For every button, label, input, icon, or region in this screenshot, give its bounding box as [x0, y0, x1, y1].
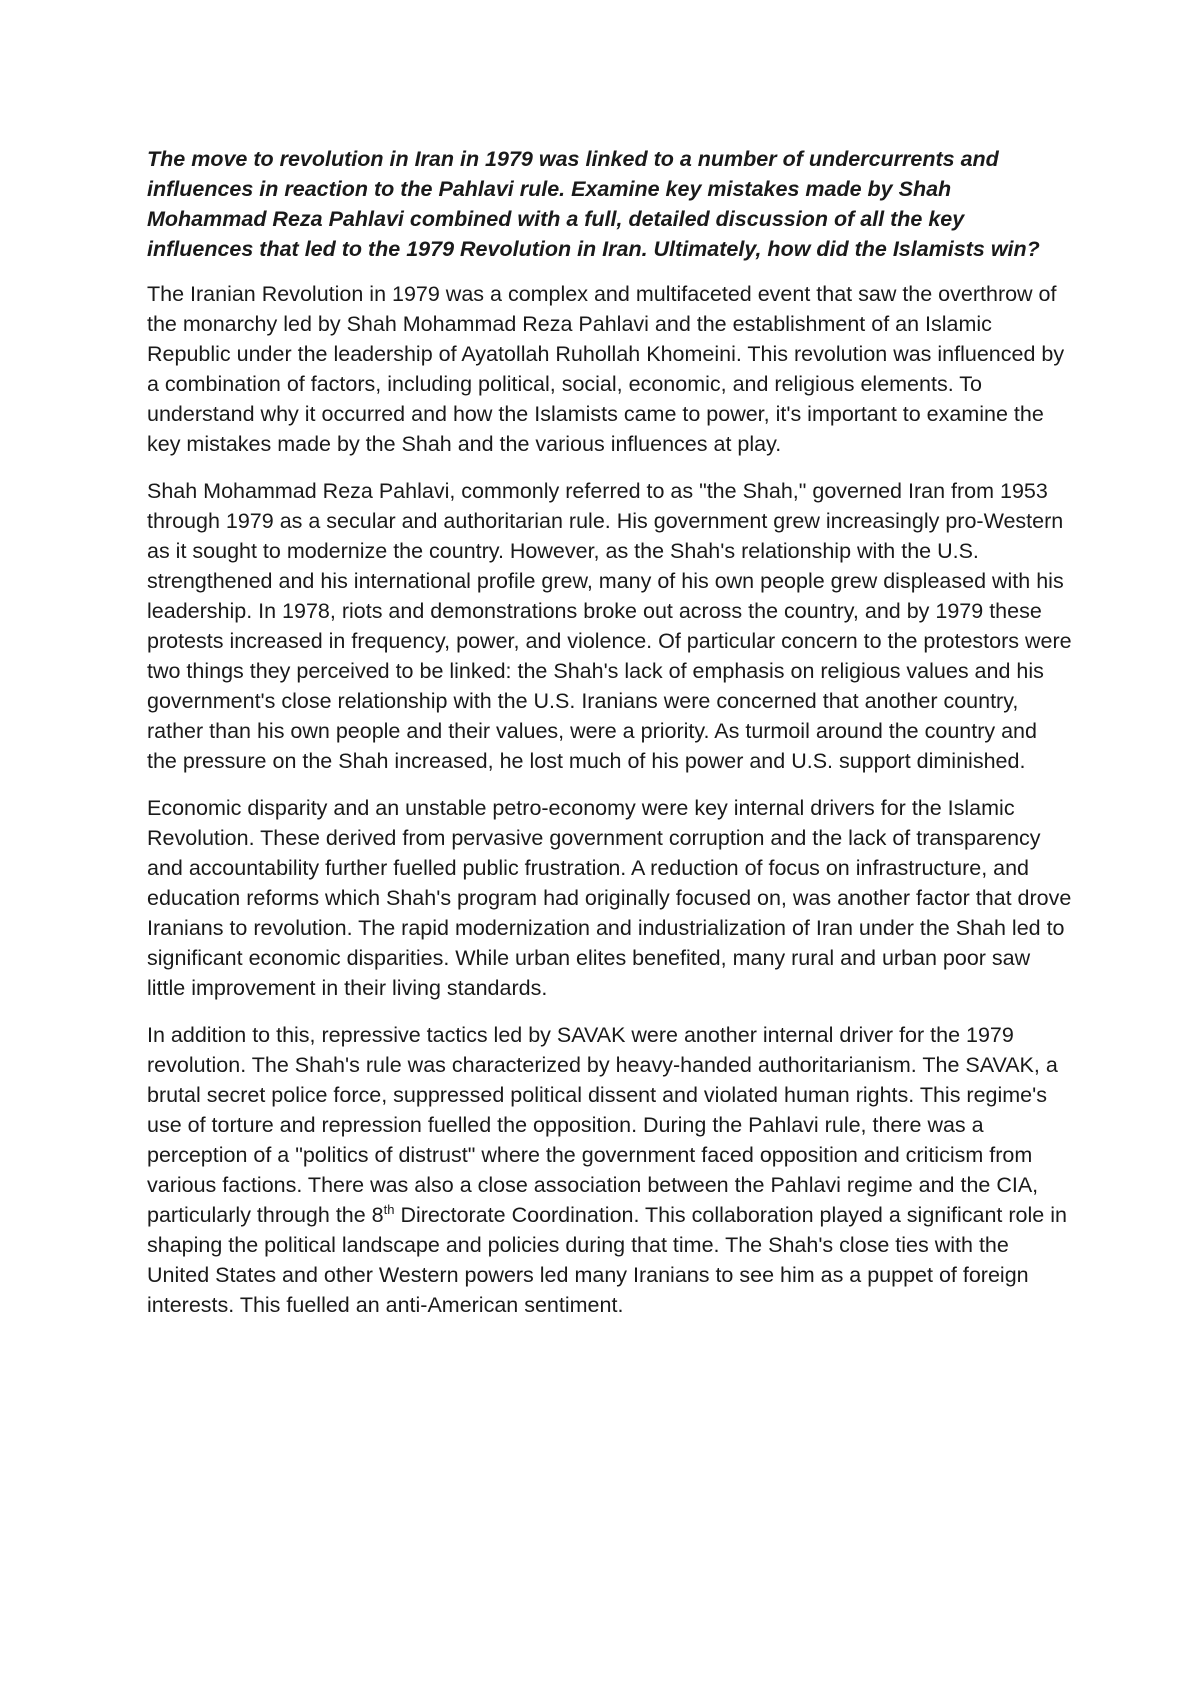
ordinal-superscript: th — [383, 1201, 395, 1217]
document-body — [147, 144, 1072, 1337]
paragraph-shah-rule: Shah Mohammad Reza Pahlavi, commonly referred to as "the Shah," governed Iran from 1953 through 1979 as a secular and authoritarian rule. His government grew increasingly pro-Western as it sought to modernize the country. However, as the Shah's relationship with the U.S. strengthened and his international profile grew, many of his own people grew displeased with his leadership. In 1978, riots and demonstrations broke out across the country, and by 1979 these protests increased in frequency, power, and violence. Of particular concern to the protestors were two things they perceived to be linked: the Shah's lack of emphasis on religious values and his government's close relationship with the U.S. Iranians were concerned that another country, rather than his own people and their values, were a priority. As turmoil around the country and the pressure on the Shah increased, he lost much of his power and U.S. support diminished. — [147, 479, 1072, 773]
paragraph-savak — [147, 1020, 1072, 1320]
essay-question: The move to revolution in Iran in 1979 was linked to a number of undercurrents and influences in reaction to the Pahlavi rule. Examine key mistakes made by Shah Mohammad Reza Pahlavi combined with a full, detailed discussion of all the key influences that led to the 1979 Revolution in Iran. Ultimately, how did the Islamists win? — [147, 147, 1040, 261]
paragraph-savak-text-a: In addition to this, repressive tactics led by SAVAK were another internal driver for the 1979 revolution. The Shah's rule was characterized by heavy-handed authoritarianism. The SAVAK, a brutal secret police force, suppressed political dissent and violated human rights. This regime's use of torture and repression fuelled the opposition. During the Pahlavi rule, there was a perception of a "politics of distrust" where the government faced opposition and criticism from various factions. There was also a close association between the Pahlavi regime and the CIA, particularly through the 8 — [147, 1023, 1058, 1227]
paragraph-savak-text-b: Directorate Coordination. This collaboration played a significant role in shaping the political landscape and policies during that time. The Shah's close ties with the United States and other Western powers led many Iranians to see him as a puppet of foreign interests. This fuelled an anti-American sentiment. — [147, 1203, 1067, 1317]
paragraph-economic-disparity: Economic disparity and an unstable petro-economy were key internal drivers for the Islamic Revolution. These derived from pervasive government corruption and the lack of transparency and accountability further fuelled public frustration. A reduction of focus on infrastructure, and education reforms which Shah's program had originally focused on, was another factor that drove Iranians to revolution. The rapid modernization and industrialization of Iran under the Shah led to significant economic disparities. While urban elites benefited, many rural and urban poor saw little improvement in their living standards. — [147, 796, 1072, 1000]
paragraph-intro: The Iranian Revolution in 1979 was a complex and multifaceted event that saw the overthrow of the monarchy led by Shah Mohammad Reza Pahlavi and the establishment of an Islamic Republic under the leadership of Ayatollah Ruhollah Khomeini. This revolution was influenced by a combination of factors, including political, social, economic, and religious elements. To understand why it occurred and how the Islamists came to power, it's important to examine the key mistakes made by the Shah and the various influences at play. — [147, 282, 1065, 456]
